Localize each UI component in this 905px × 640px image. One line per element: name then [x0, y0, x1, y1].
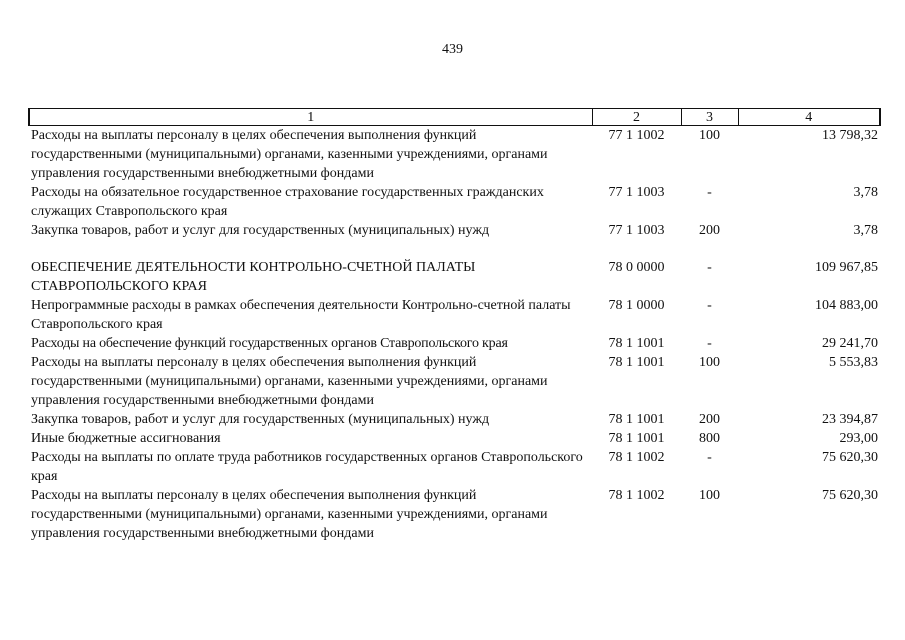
- row-name: Расходы на обеспечение функций государственных органов Ставропольского края: [31, 336, 508, 351]
- row-name: Закупка товаров, работ и услуг для государственных (муниципальных) нужд: [31, 412, 490, 427]
- row-name: Расходы на выплаты персоналу в целях обеспечения выполнения функций государственными (муниципальными) органами, казенными учреждениями, органами управления государственными внебюджетными фондами: [31, 355, 548, 408]
- row-code: 77 1 1003: [608, 223, 665, 238]
- row-amount: 104 883,00: [815, 298, 878, 313]
- table-row: [29, 429, 880, 448]
- row-name: Закупка товаров, работ и услуг для государственных (муниципальных) нужд: [31, 223, 490, 238]
- row-amount: 3,78: [853, 185, 878, 200]
- header-col-2: 2: [592, 109, 681, 126]
- row-type: -: [707, 336, 712, 351]
- row-code: 77 1 1003: [608, 185, 665, 200]
- row-type: 100: [699, 488, 720, 503]
- spacer-row: [29, 240, 880, 258]
- table-row: [29, 448, 880, 486]
- table-row: [29, 296, 880, 334]
- spacer-cell: [29, 240, 880, 258]
- row-code: 78 1 1002: [608, 450, 665, 465]
- row-amount: 3,78: [853, 223, 878, 238]
- row-code: 78 1 1001: [608, 336, 665, 351]
- row-type: 100: [699, 355, 720, 370]
- table-row: [29, 410, 880, 429]
- row-amount: 29 241,70: [822, 336, 878, 351]
- row-code: 78 1 1001: [608, 412, 665, 427]
- row-amount: 293,00: [839, 431, 878, 446]
- header-col-1: 1: [29, 109, 592, 126]
- row-name: Расходы на выплаты персоналу в целях обеспечения выполнения функций государственными (муниципальными) органами, казенными учреждениями, органами управления государственными внебюджетными фондами: [31, 488, 548, 541]
- row-name: Расходы на выплаты по оплате труда работников государственных органов Ставропольского края: [31, 450, 583, 484]
- row-code: 78 1 1001: [608, 431, 665, 446]
- header-row: [29, 109, 880, 126]
- section-type: -: [707, 260, 712, 275]
- section-code: 78 0 0000: [608, 260, 665, 275]
- row-name: Расходы на обязательное государственное страхование государственных гражданских служащих Ставропольского края: [31, 185, 544, 219]
- section-amount: 109 967,85: [815, 260, 878, 275]
- row-type: -: [707, 450, 712, 465]
- row-code: 78 1 1002: [608, 488, 665, 503]
- table-row: [29, 183, 880, 221]
- table-row: [29, 221, 880, 240]
- table-row: [29, 486, 880, 543]
- budget-table: [28, 108, 881, 543]
- row-type: -: [707, 298, 712, 313]
- section-row: [29, 258, 880, 296]
- row-amount: 23 394,87: [822, 412, 878, 427]
- row-amount: 13 798,32: [822, 128, 878, 143]
- page-number: 439: [442, 42, 463, 57]
- table-row: [29, 353, 880, 410]
- row-amount: 75 620,30: [822, 450, 878, 465]
- row-amount: 75 620,30: [822, 488, 878, 503]
- row-amount: 5 553,83: [829, 355, 878, 370]
- row-name: Непрограммные расходы в рамках обеспечения деятельности Контрольно-счетной палаты Ставропольского края: [31, 298, 571, 332]
- row-code: 78 1 0000: [608, 298, 665, 313]
- table-row: [29, 334, 880, 353]
- row-type: 800: [699, 431, 720, 446]
- row-name: Расходы на выплаты персоналу в целях обеспечения выполнения функций государственными (муниципальными) органами, казенными учреждениями, органами управления государственными внебюджетными фондами: [31, 128, 548, 181]
- row-code: 78 1 1001: [608, 355, 665, 370]
- header-col-4: 4: [738, 109, 880, 126]
- section-name: ОБЕСПЕЧЕНИЕ ДЕЯТЕЛЬНОСТИ КОНТРОЛЬНО-СЧЕТНОЙ ПАЛАТЫ СТАВРОПОЛЬСКОГО КРАЯ: [31, 260, 476, 294]
- table-row: [29, 126, 880, 184]
- row-type: -: [707, 185, 712, 200]
- row-type: 200: [699, 223, 720, 238]
- row-type: 100: [699, 128, 720, 143]
- row-code: 77 1 1002: [608, 128, 665, 143]
- row-name: Иные бюджетные ассигнования: [31, 431, 221, 446]
- row-type: 200: [699, 412, 720, 427]
- header-col-3: 3: [681, 109, 738, 126]
